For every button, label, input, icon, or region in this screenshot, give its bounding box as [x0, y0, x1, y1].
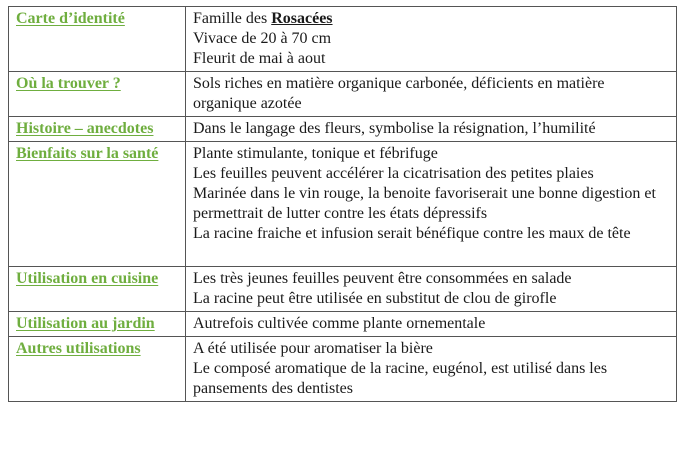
content-cell: [186, 117, 677, 142]
content-line: A été utilisée pour aromatiser la bière: [193, 340, 433, 357]
row-utilisation-jardin: [9, 312, 677, 337]
plant-info-table: [8, 6, 677, 402]
content-line: Le composé aromatique de la racine, eugénol, est utilisé dans les pansements des dentistes: [193, 360, 608, 397]
row-label-utilisation-jardin: Utilisation au jardin: [16, 315, 155, 332]
row-label-histoire-anecdotes: Histoire – anecdotes: [16, 120, 154, 137]
content-cell: [186, 142, 677, 267]
family-line: [193, 9, 669, 29]
row-label-carte-identite: Carte d’identité: [16, 10, 125, 27]
row-utilisation-cuisine: [9, 267, 677, 312]
row-label-autres-utilisations: Autres utilisations: [16, 340, 141, 357]
row-carte-identite: [9, 7, 677, 72]
family-prefix: Famille des: [193, 10, 272, 27]
content-cell: [186, 337, 677, 402]
content-cell: [186, 267, 677, 312]
content-line: Les très jeunes feuilles peuvent être consommées en salade: [193, 270, 572, 287]
row-ou-la-trouver: [9, 72, 677, 117]
content-cell: [186, 312, 677, 337]
label-cell: [9, 7, 186, 72]
content-line: Autrefois cultivée comme plante ornementale: [193, 315, 486, 332]
content-line: Les feuilles peuvent accélérer la cicatrisation des petites plaies: [193, 165, 594, 182]
content-line: Fleurit de mai à aout: [193, 50, 326, 67]
row-bienfaits-sante: [9, 142, 677, 267]
label-cell: [9, 142, 186, 267]
content-line: Dans le langage des fleurs, symbolise la résignation, l’humilité: [193, 120, 596, 137]
content-line: Sols riches en matière organique carbonée, déficients en matière organique azotée: [193, 75, 605, 112]
content-line: La racine peut être utilisée en substitut de clou de girofle: [193, 290, 557, 307]
row-autres-utilisations: [9, 337, 677, 402]
content-line: Marinée dans le vin rouge, la benoite favoriserait une bonne digestion et permettrait de lutter contre les états dépressifs: [193, 185, 656, 222]
content-line: La racine fraiche et infusion serait bénéfique contre les maux de tête: [193, 225, 631, 242]
row-histoire-anecdotes: [9, 117, 677, 142]
content-line: Plante stimulante, tonique et fébrifuge: [193, 145, 438, 162]
label-cell: [9, 337, 186, 402]
family-name: Rosacées: [271, 10, 333, 27]
row-label-ou-la-trouver: Où la trouver ?: [16, 75, 121, 92]
label-cell: [9, 117, 186, 142]
row-label-utilisation-cuisine: Utilisation en cuisine: [16, 270, 159, 287]
label-cell: [9, 312, 186, 337]
content-line: Vivace de 20 à 70 cm: [193, 30, 332, 47]
content-cell: [186, 72, 677, 117]
content-cell: [186, 7, 677, 72]
label-cell: [9, 72, 186, 117]
label-cell: [9, 267, 186, 312]
row-label-bienfaits-sante: Bienfaits sur la santé: [16, 145, 159, 162]
